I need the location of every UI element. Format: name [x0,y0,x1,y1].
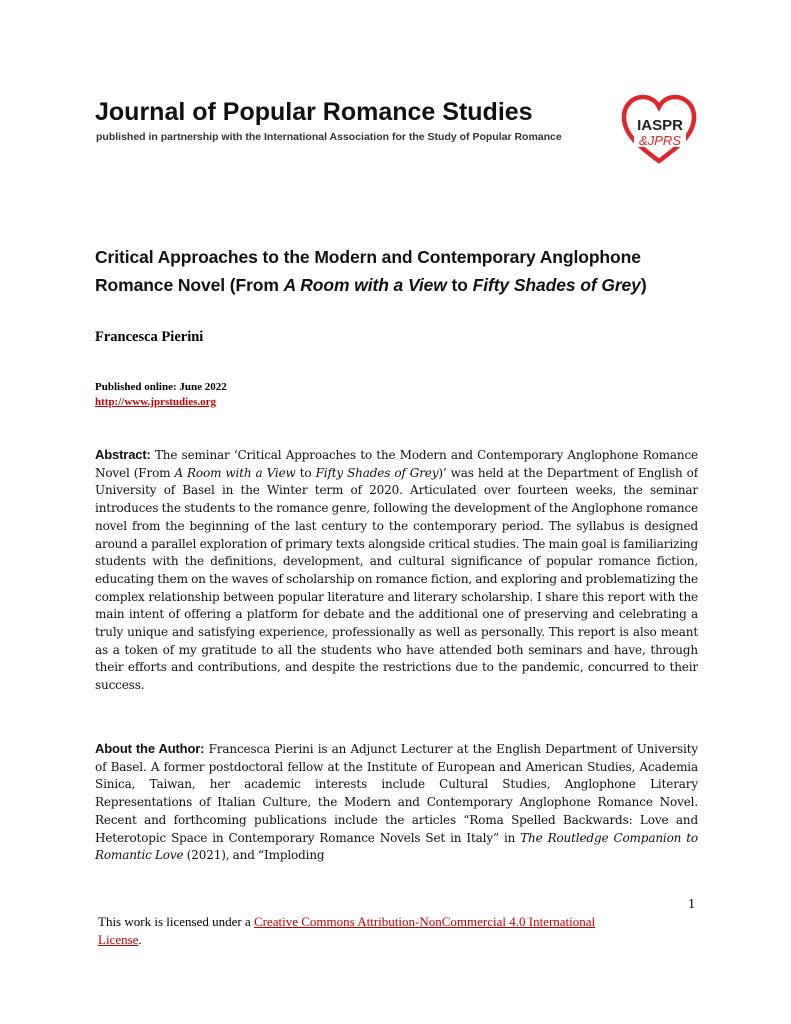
article-title: Critical Approaches to the Modern and Contemporary Anglophone Romance Novel (From A Room with a View to Fifty Shades of Grey) [95,247,647,295]
page-number: 1 [688,897,695,912]
logo-text-iaspr: IASPR [637,117,683,134]
logo-text-jprs: &JPRS [639,133,681,148]
journal-url-link[interactable]: http://www.jprstudies.org [95,396,217,408]
license-link[interactable]: Creative Commons Attribution-NonCommercial 4.0 International License [98,914,596,947]
abstract-label: Abstract: [95,447,151,462]
journal-subtitle: published in partnership with the International Association for the Study of Popular Romance [96,131,562,143]
journal-title: Journal of Popular Romance Studies [95,98,533,126]
about-author-label: About the Author: [95,741,205,756]
license-notice: This work is licensed under a Creative Commons Attribution-NonCommercial 4.0 International License. [98,914,596,947]
iaspr-heart-logo [620,93,698,165]
about-author-paragraph: About the Author: Francesca Pierini is an Adjunct Lecturer at the English Department of University of Basel. A former postdoctoral fellow at the Institute of European and American Studies, Academia Sinica, Taiwan, her academic interests include Cultural Studies, Anglophone Literary Representations of Italian Culture, the Modern and Contemporary Anglophone Romance Novel. Recent and forthcoming publications include the articles “Roma Spelled Backwards: Love and Heterotopic Space in Contemporary Romance Novels Set in Italy” in The Routledge Companion to Romantic Love (2021), and “Imploding [95,741,698,863]
author-name: Francesca Pierini [95,329,204,345]
abstract-paragraph: Abstract: The seminar ‘Critical Approaches to the Modern and Contemporary Anglophone Romance Novel (From A Room with a View to Fifty Shades of Grey)’ was held at the Department of English of University of Basel in the Winter term of 2020. Articulated over fourteen weeks, the seminar introduces the students to the romance genre, following the development of the Anglophone romance novel from the beginning of the last century to the contemporary period. The syllabus is designed around a parallel exploration of primary texts alongside critical studies. The main goal is familiarizing students with the definitions, development, and cultural significance of popular romance fiction, educating them on the waves of scholarship on romance fiction, and exploring and problematizing the complex relationship between popular literature and literary scholarship. I share this report with the main intent of offering a platform for debate and the additional one of preserving and celebrating a truly unique and satisfying experience, professionally as well as personally. This report is also meant as a token of my gratitude to all the students who have attended both seminars and have, through their efforts and contributions, and despite the restrictions due to the pandemic, concurred to their success. [95,447,698,693]
published-date: Published online: June 2022 [95,381,227,393]
